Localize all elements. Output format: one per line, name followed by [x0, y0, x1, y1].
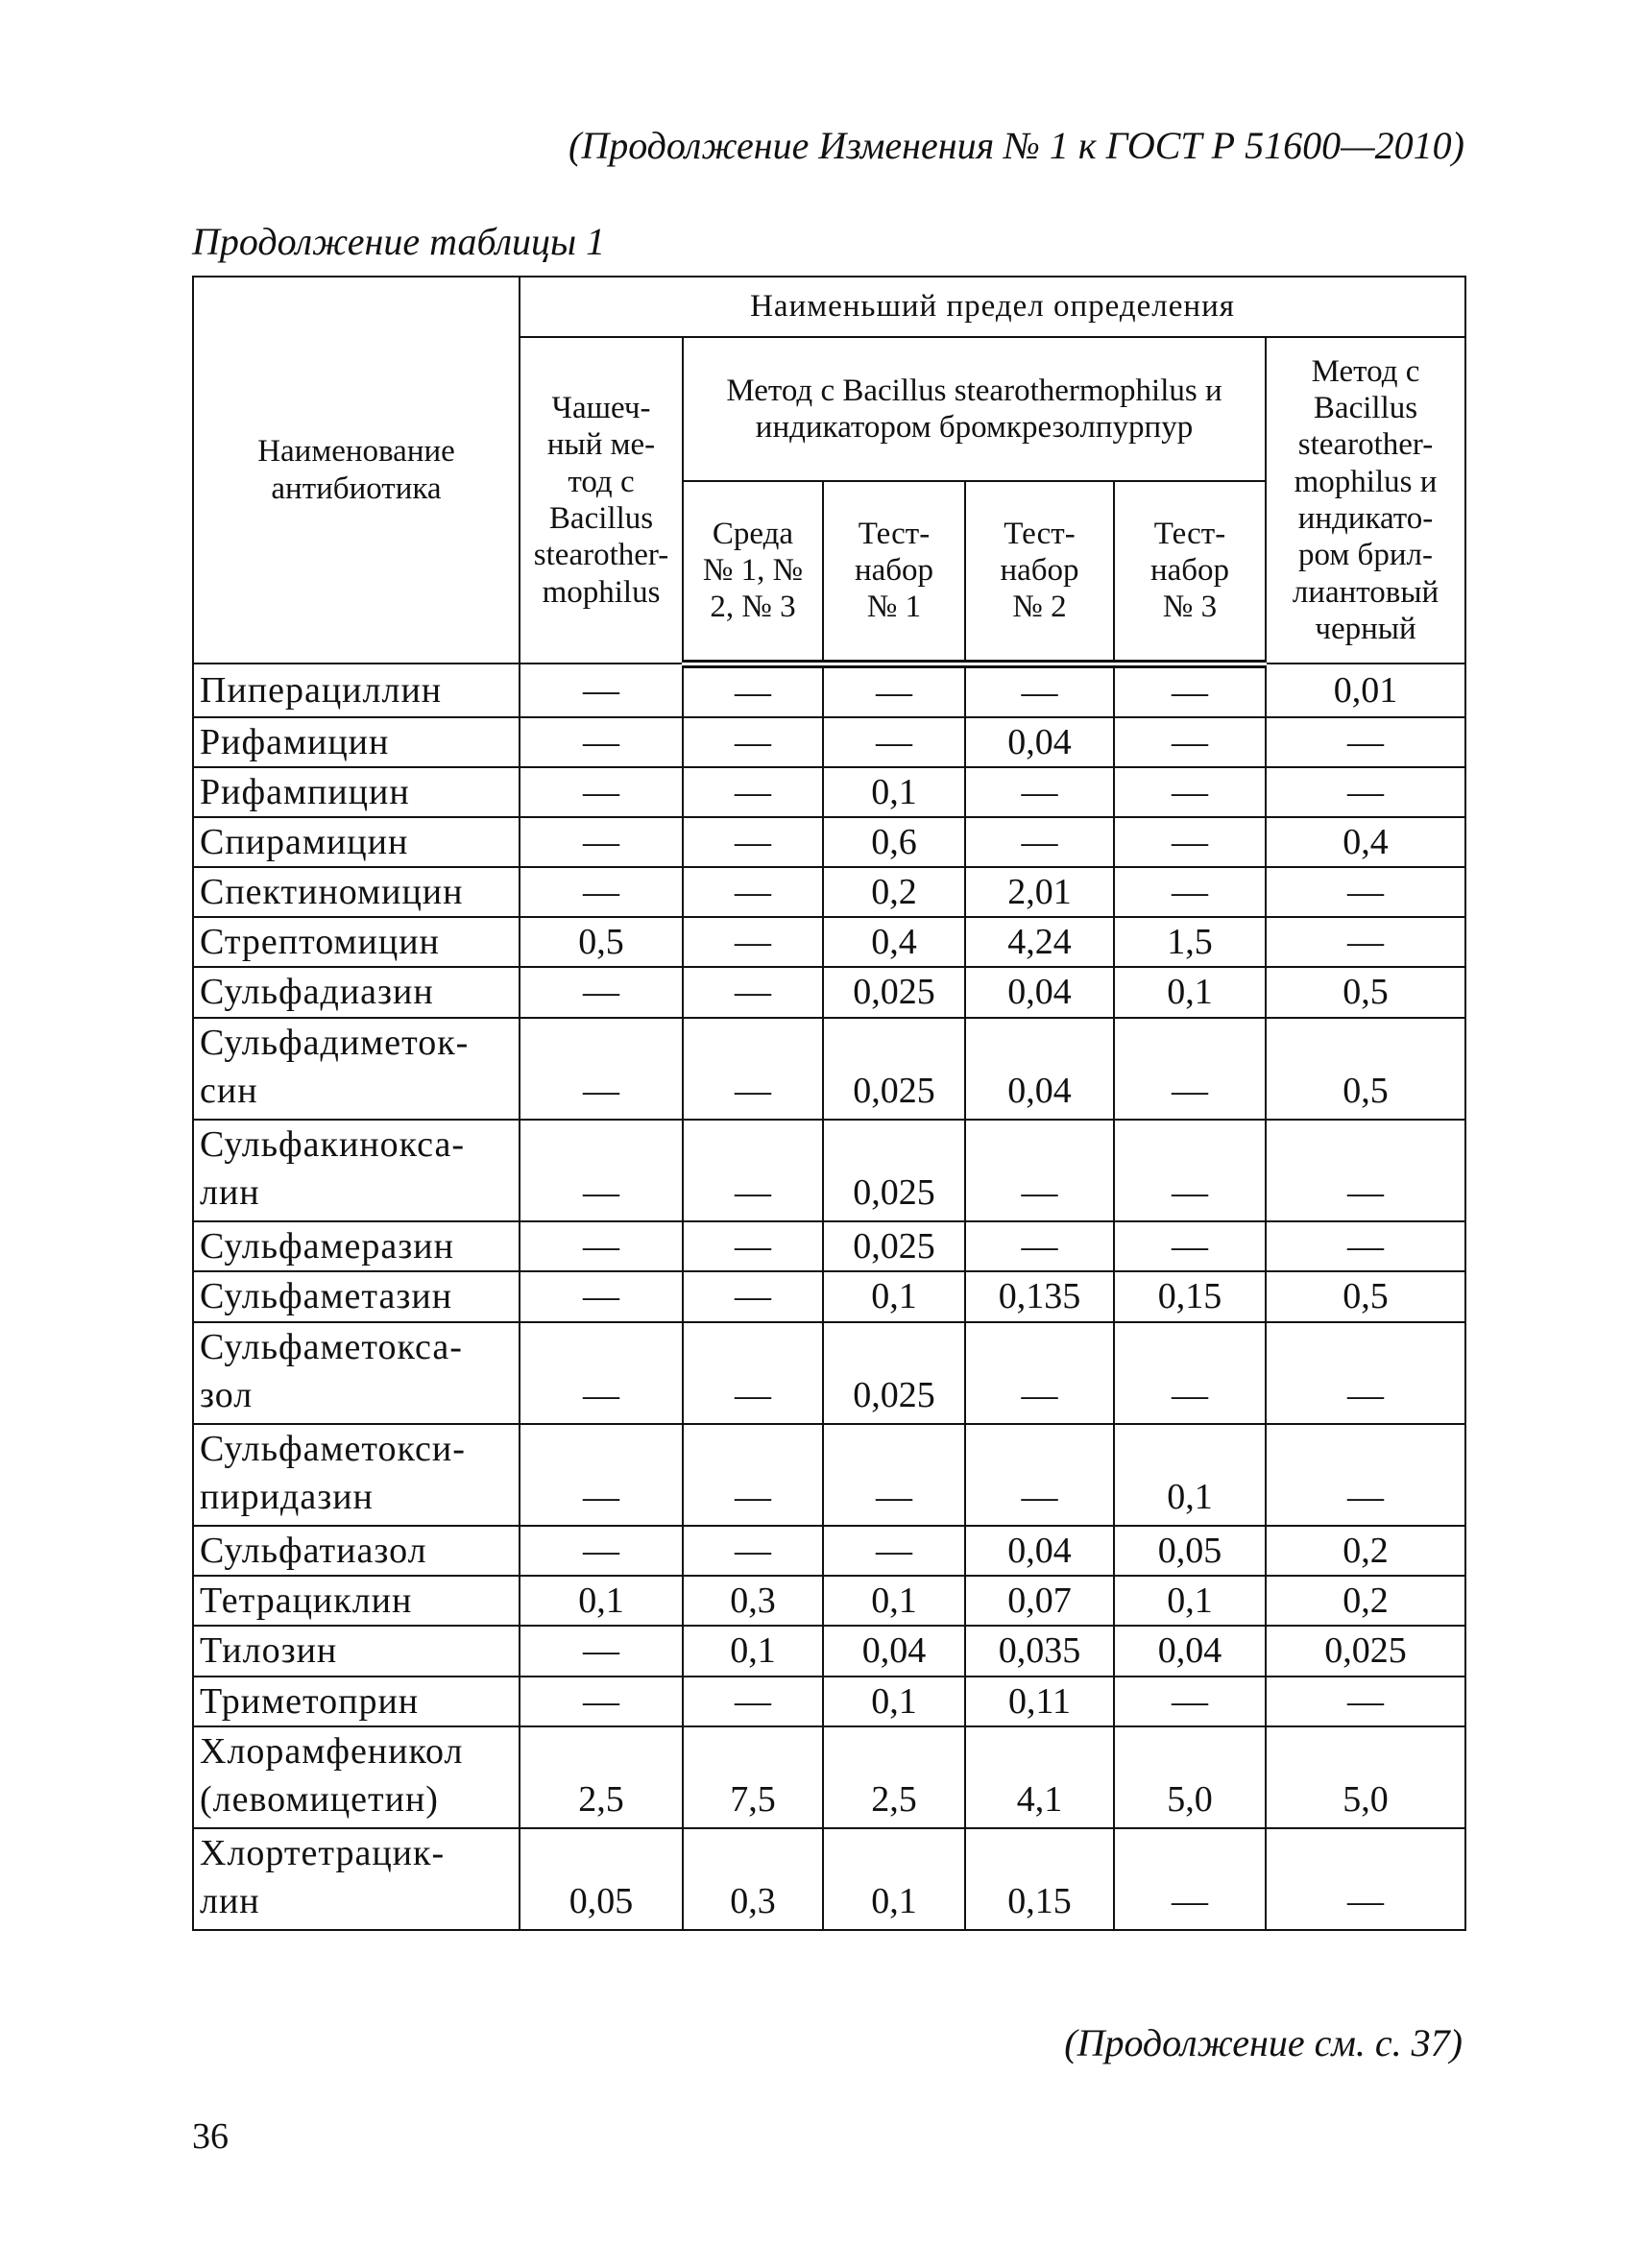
table-row [193, 917, 1465, 967]
antibiotic-name-line: Рифамицин [200, 721, 390, 762]
antibiotic-name [193, 867, 520, 917]
detection-limit-cell: — [520, 867, 683, 917]
detection-limit-cell: 0,04 [1114, 1626, 1266, 1676]
detection-limit-cell: — [683, 917, 823, 967]
detection-limit-cell: — [1266, 717, 1465, 767]
detection-limit-cell: 0,5 [1266, 1018, 1465, 1120]
detection-limit-cell: 0,04 [965, 717, 1114, 767]
antibiotic-name-line: Рифампицин [200, 771, 410, 812]
antibiotic-name-line: Стрептомицин [200, 922, 440, 963]
detection-limit-cell: — [520, 1626, 683, 1676]
table-row [193, 664, 1465, 717]
detection-limit-cell: 0,2 [1266, 1576, 1465, 1626]
detection-limit-cell: 0,1 [1114, 1424, 1266, 1526]
detection-limit-cell: — [520, 664, 683, 717]
detection-limit-cell: — [683, 967, 823, 1017]
detection-limit-cell: — [823, 664, 965, 717]
antibiotic-name [193, 1677, 520, 1726]
header-test-kit-3: Тест-набор № 3 [1114, 481, 1266, 664]
antibiotic-name-line: Спектиномицин [200, 872, 464, 913]
antibiotic-name [193, 1221, 520, 1271]
detection-limit-cell: 0,135 [965, 1271, 1114, 1321]
detection-limit-cell: — [520, 967, 683, 1017]
table-row [193, 1726, 1465, 1828]
antibiotic-name-line: лин [200, 1881, 260, 1922]
antibiotic-name-line: Хлорамфеникол [200, 1730, 464, 1772]
detection-limit-cell: 2,5 [823, 1726, 965, 1828]
detection-limit-cell: — [683, 664, 823, 717]
detection-limit-cell: 0,2 [1266, 1526, 1465, 1576]
antibiotic-name-line: Сульфаметокса- [200, 1326, 463, 1367]
detection-limit-cell: 0,4 [823, 917, 965, 967]
antibiotic-name-line: Сульфаметазин [200, 1276, 453, 1317]
antibiotic-name-line: син [200, 1070, 258, 1111]
detection-limit-cell: 0,6 [823, 817, 965, 867]
detection-limit-cell: 0,025 [1266, 1626, 1465, 1676]
antibiotic-name [193, 767, 520, 817]
detection-limit-cell: 0,1 [1114, 967, 1266, 1017]
antibiotic-name [193, 1424, 520, 1526]
table-caption: Продолжение таблицы 1 [192, 220, 606, 263]
table-row [193, 1271, 1465, 1321]
antibiotic-name [193, 1726, 520, 1828]
detection-limit-cell: 0,01 [1266, 664, 1465, 717]
antibiotic-name [193, 1526, 520, 1576]
detection-limit-cell: 4,24 [965, 917, 1114, 967]
detection-limit-cell: 4,1 [965, 1726, 1114, 1828]
detection-limit-cell: — [965, 1120, 1114, 1221]
detection-limit-cell: 0,1 [520, 1576, 683, 1626]
header-antibiotic-name: Наименование антибиотика [193, 277, 520, 664]
detection-limit-cell: 0,05 [1114, 1526, 1266, 1576]
antibiotic-name [193, 1271, 520, 1321]
detection-limit-cell: — [1266, 917, 1465, 967]
detection-limit-cell: 0,5 [520, 917, 683, 967]
detection-limit-cell: 0,1 [683, 1626, 823, 1676]
detection-limit-cell: — [520, 1018, 683, 1120]
detection-limit-cell: 0,025 [823, 1120, 965, 1221]
detection-limit-cell: 0,15 [965, 1828, 1114, 1930]
detection-limit-cell: 0,5 [1266, 967, 1465, 1017]
antibiotic-name [193, 817, 520, 867]
detection-limit-cell: — [683, 1322, 823, 1424]
detection-limit-cell: — [1114, 1677, 1266, 1726]
detection-limit-cell: 0,05 [520, 1828, 683, 1930]
header-test-kit-2: Тест-набор № 2 [965, 481, 1114, 664]
table-row [193, 1526, 1465, 1576]
detection-limit-cell: — [520, 1322, 683, 1424]
detection-limit-cell: — [965, 664, 1114, 717]
detection-limit-cell: — [1266, 1120, 1465, 1221]
antibiotic-name [193, 664, 520, 717]
detection-limit-cell: — [520, 717, 683, 767]
antibiotic-name-line: Хлортетрацик- [200, 1833, 446, 1874]
detection-limit-cell: — [823, 1424, 965, 1526]
detection-limit-cell: — [1114, 867, 1266, 917]
header-bcp-method-group: Метод с Bacillus stearothermophilus и индикатором бромкрезолпурпур [683, 337, 1266, 481]
antibiotic-name [193, 1626, 520, 1676]
antibiotic-name [193, 717, 520, 767]
detection-limit-cell: 2,01 [965, 867, 1114, 917]
detection-limit-cell: 0,15 [1114, 1271, 1266, 1321]
antibiotic-name-line: Сульфамеразин [200, 1226, 454, 1267]
detection-limit-cell: — [520, 767, 683, 817]
detection-limit-cell: 0,025 [823, 1221, 965, 1271]
table-row [193, 967, 1465, 1017]
detection-limit-cell: 5,0 [1114, 1726, 1266, 1828]
detection-limit-cell: — [520, 1120, 683, 1221]
detection-limit-cell: 0,025 [823, 967, 965, 1017]
detection-limit-cell: 5,0 [1266, 1726, 1465, 1828]
detection-limit-cell: 7,5 [683, 1726, 823, 1828]
detection-limit-cell: — [1114, 817, 1266, 867]
detection-limit-cell: — [683, 1221, 823, 1271]
detection-limit-cell: 2,5 [520, 1726, 683, 1828]
detection-limit-cell: — [1114, 1018, 1266, 1120]
table-row [193, 1221, 1465, 1271]
antibiotic-name-line: пиридазин [200, 1477, 374, 1517]
table-row [193, 767, 1465, 817]
continuation-header: (Продолжение Изменения № 1 к ГОСТ Р 51600—2010) [568, 124, 1464, 167]
detection-limit-cell: 0,04 [823, 1626, 965, 1676]
antibiotics-detection-limit-table [192, 276, 1466, 1931]
antibiotic-name-line: Сульфадиметок- [200, 1022, 470, 1063]
header-medium-1-2-3: Среда № 1, № 2, № 3 [683, 481, 823, 664]
detection-limit-cell: — [683, 1526, 823, 1576]
antibiotic-name-line: Триметоприн [200, 1680, 420, 1722]
detection-limit-cell: 0,035 [965, 1626, 1114, 1676]
detection-limit-cell: 0,2 [823, 867, 965, 917]
antibiotic-name-line: Сульфакинокса- [200, 1123, 466, 1165]
table-row [193, 1828, 1465, 1930]
detection-limit-cell: — [1266, 1221, 1465, 1271]
table-row [193, 1677, 1465, 1726]
detection-limit-cell: — [965, 1221, 1114, 1271]
detection-limit-cell: — [1114, 664, 1266, 717]
detection-limit-cell: 0,4 [1266, 817, 1465, 867]
detection-limit-cell: 0,1 [823, 1271, 965, 1321]
antibiotic-name-line: Тетрациклин [200, 1580, 413, 1622]
antibiotic-name-line: лин [200, 1172, 260, 1214]
detection-limit-cell: — [965, 817, 1114, 867]
detection-limit-cell: — [683, 1120, 823, 1221]
antibiotic-name-line: Пиперациллин [200, 669, 443, 711]
antibiotic-name [193, 1576, 520, 1626]
header-detection-limit-group: Наименьший предел определения [520, 277, 1465, 337]
detection-limit-cell: — [520, 1677, 683, 1726]
detection-limit-cell: — [520, 1221, 683, 1271]
continued-on-next-page: (Продолжение см. с. 37) [1064, 2021, 1463, 2064]
detection-limit-cell: — [1266, 1677, 1465, 1726]
antibiotic-name-line: Сульфаметокси- [200, 1428, 466, 1469]
detection-limit-cell: — [1266, 1322, 1465, 1424]
detection-limit-cell: — [965, 1424, 1114, 1526]
detection-limit-cell: — [1266, 1424, 1465, 1526]
detection-limit-cell: 0,1 [823, 1677, 965, 1726]
table-row [193, 717, 1465, 767]
detection-limit-cell: — [1266, 867, 1465, 917]
detection-limit-cell: — [1266, 767, 1465, 817]
antibiotic-name [193, 917, 520, 967]
detection-limit-cell: — [1114, 1221, 1266, 1271]
detection-limit-cell: — [520, 1424, 683, 1526]
detection-limit-cell: 0,025 [823, 1018, 965, 1120]
detection-limit-cell: — [1114, 1322, 1266, 1424]
detection-limit-cell: — [683, 1018, 823, 1120]
detection-limit-cell: 0,04 [965, 1018, 1114, 1120]
detection-limit-cell: — [823, 1526, 965, 1576]
detection-limit-cell: — [683, 867, 823, 917]
detection-limit-cell: 0,5 [1266, 1271, 1465, 1321]
antibiotic-name [193, 1120, 520, 1221]
header-brilliant-black-method: Метод с Bacillus stearother-mophilus и индикато-ром брил-лиантовый черный [1266, 337, 1465, 664]
page-number: 36 [192, 2116, 229, 2157]
antibiotic-name-line: (левомицетин) [200, 1778, 439, 1820]
table-row [193, 1424, 1465, 1526]
table-row [193, 867, 1465, 917]
antibiotic-name-line: Сульфадиазин [200, 972, 434, 1013]
detection-limit-cell: — [965, 1322, 1114, 1424]
header-cup-method: Чашеч-ный ме-тод с Bacillus stearother-mophilus [520, 337, 683, 664]
antibiotic-name [193, 1828, 520, 1930]
antibiotic-name [193, 1322, 520, 1424]
detection-limit-cell: — [683, 767, 823, 817]
detection-limit-cell: — [683, 717, 823, 767]
table-row [193, 1120, 1465, 1221]
detection-limit-cell: — [1114, 717, 1266, 767]
detection-limit-cell: 0,3 [683, 1828, 823, 1930]
table-row [193, 1576, 1465, 1626]
antibiotic-name [193, 967, 520, 1017]
detection-limit-cell: — [823, 717, 965, 767]
detection-limit-cell: 1,5 [1114, 917, 1266, 967]
detection-limit-cell: — [520, 1271, 683, 1321]
antibiotic-name-line: Спирамицин [200, 821, 409, 862]
detection-limit-cell: 0,1 [1114, 1576, 1266, 1626]
detection-limit-cell: 0,11 [965, 1677, 1114, 1726]
antibiotic-name-line: зол [200, 1374, 254, 1415]
detection-limit-cell: — [683, 1424, 823, 1526]
detection-limit-cell: — [965, 767, 1114, 817]
antibiotic-name-line: Тилозин [200, 1630, 338, 1672]
detection-limit-cell: 0,07 [965, 1576, 1114, 1626]
detection-limit-cell: — [683, 1271, 823, 1321]
table-row [193, 1626, 1465, 1676]
header-test-kit-1: Тест-набор № 1 [823, 481, 965, 664]
antibiotic-name [193, 1018, 520, 1120]
detection-limit-cell: — [520, 817, 683, 867]
detection-limit-cell: — [1114, 1120, 1266, 1221]
detection-limit-cell: 0,1 [823, 1828, 965, 1930]
detection-limit-cell: — [683, 817, 823, 867]
detection-limit-cell: 0,04 [965, 1526, 1114, 1576]
table-row [193, 1018, 1465, 1120]
detection-limit-cell: — [520, 1526, 683, 1576]
table-row [193, 1322, 1465, 1424]
detection-limit-cell: 0,3 [683, 1576, 823, 1626]
detection-limit-cell: 0,04 [965, 967, 1114, 1017]
detection-limit-cell: 0,025 [823, 1322, 965, 1424]
detection-limit-cell: — [1114, 767, 1266, 817]
detection-limit-cell: — [1114, 1828, 1266, 1930]
detection-limit-cell: 0,1 [823, 767, 965, 817]
detection-limit-cell: — [683, 1677, 823, 1726]
antibiotic-name-line: Сульфатиазол [200, 1531, 427, 1572]
detection-limit-cell: 0,1 [823, 1576, 965, 1626]
detection-limit-cell: — [1266, 1828, 1465, 1930]
table-row [193, 817, 1465, 867]
